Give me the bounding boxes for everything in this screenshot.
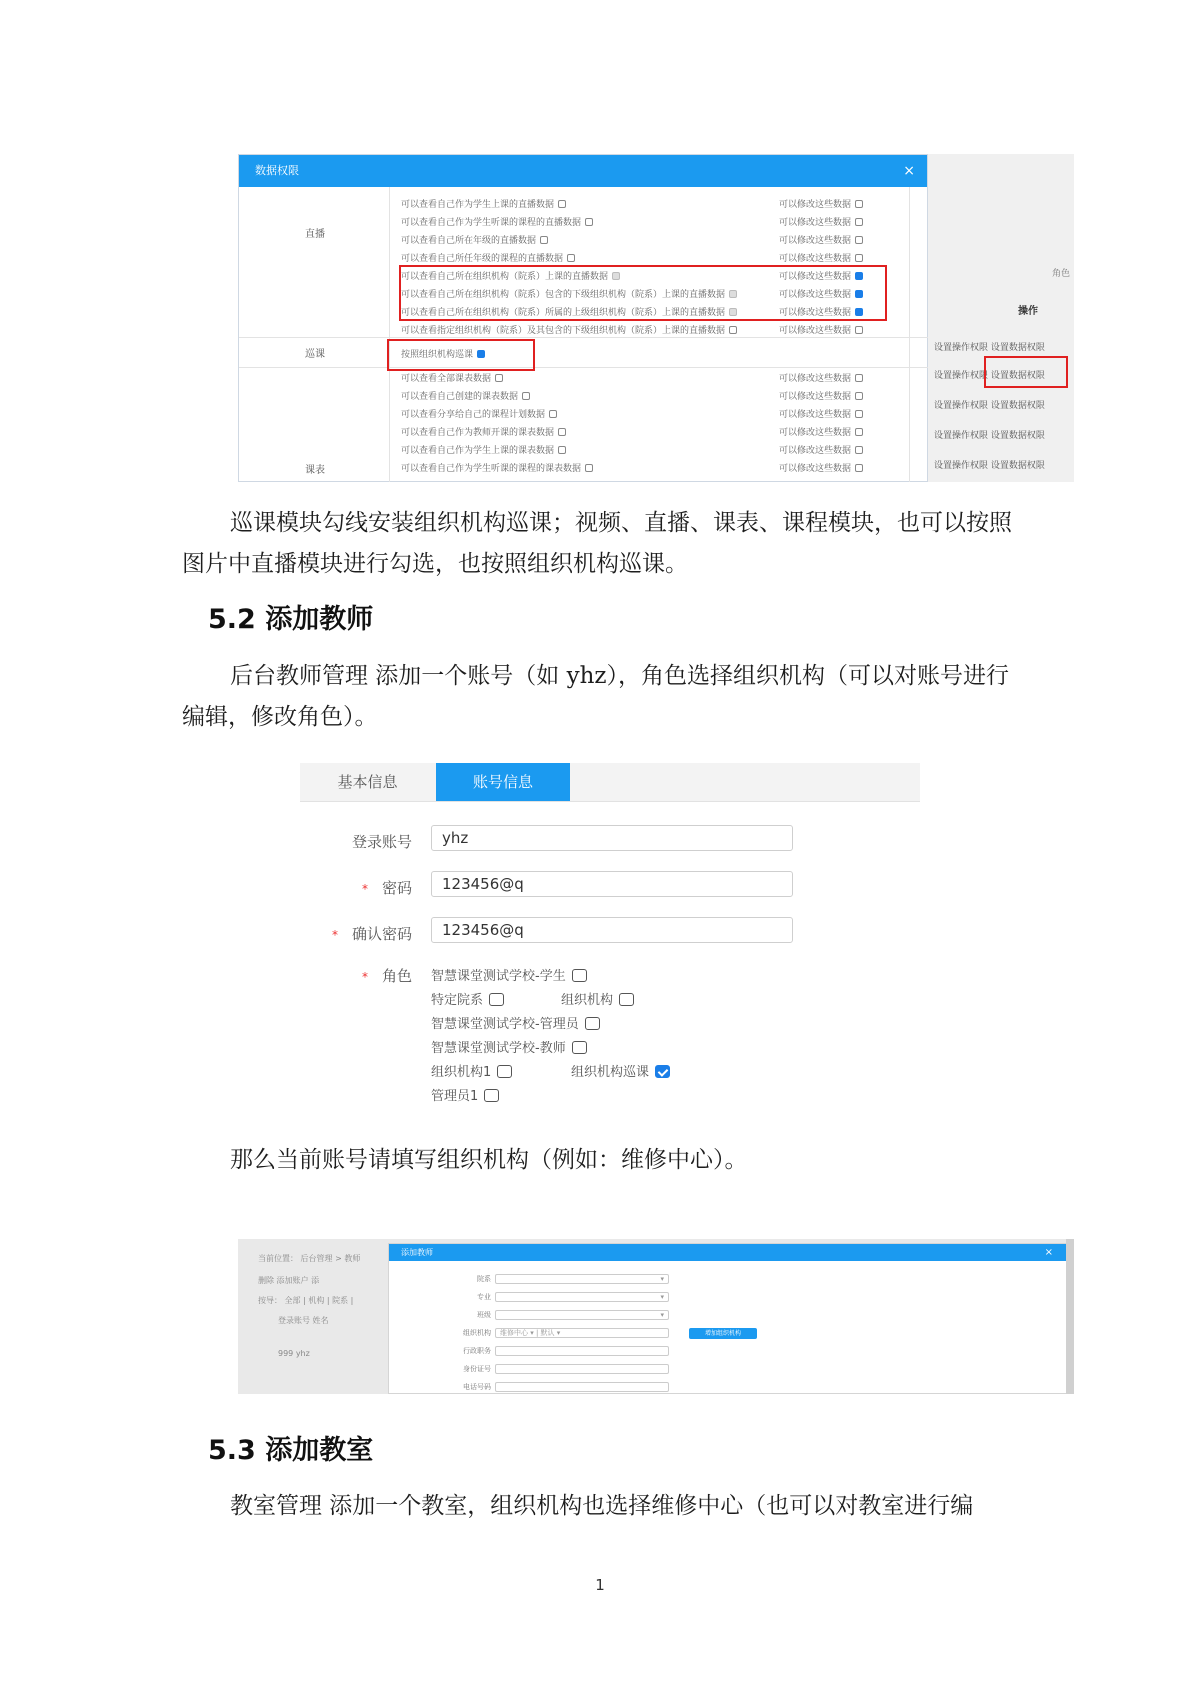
live-permission-row: 可以查看自己所任年级的课程的直播数据	[401, 251, 575, 264]
role-option[interactable]: 特定院系	[431, 989, 504, 1008]
tab-basic-info[interactable]: 基本信息	[337, 773, 398, 791]
modify-checkbox[interactable]	[855, 236, 863, 244]
add-org-button[interactable]: 增加组织机构	[689, 1328, 757, 1339]
schedule-permission-row: 可以查看自己作为教师开课的课表数据	[401, 425, 566, 438]
side-header: 操作	[1018, 306, 1038, 317]
category-schedule: 课表	[305, 465, 325, 476]
modify-permission: 可以修改这些数据	[779, 389, 863, 402]
modify-checkbox[interactable]	[855, 326, 863, 334]
role-option[interactable]: 组织机构1	[431, 1061, 512, 1080]
schedule-permission-row: 可以查看全部课表数据	[401, 371, 503, 384]
heading-add-classroom: 5.3 添加教室	[208, 1435, 374, 1466]
role-checkbox[interactable]	[585, 1017, 600, 1030]
live-permission-row: 可以查看自己所在年级的直播数据	[401, 233, 548, 246]
role-action-links[interactable]: 设置操作权限 设置数据权限	[934, 431, 1045, 441]
modify-checkbox[interactable]	[855, 374, 863, 382]
department-select[interactable]: ▾	[495, 1274, 669, 1284]
password-input[interactable]: 123456@q	[431, 871, 793, 897]
paragraph-org-fill: 那么当前账号请填写组织机构（例如：维修中心）。	[230, 1147, 748, 1173]
modify-permission: 可以修改这些数据	[779, 197, 863, 210]
confirm-password-input[interactable]: 123456@q	[431, 917, 793, 943]
tab-account-info[interactable]: 账号信息	[436, 763, 570, 801]
modify-checkbox[interactable]	[855, 428, 863, 436]
add-teacher-dialog	[388, 1243, 1068, 1394]
modify-permission: 可以修改这些数据	[779, 287, 863, 300]
modify-permission: 可以修改这些数据	[779, 233, 863, 246]
category-patrol: 巡课	[305, 349, 325, 360]
modify-permission: 可以修改这些数据	[779, 323, 863, 336]
modify-permission: 可以修改这些数据	[779, 305, 863, 318]
data-permission-screenshot	[238, 154, 1074, 482]
field-label: 身份证号	[463, 1365, 491, 1373]
account-info-screenshot	[300, 763, 920, 1108]
field-label: 电话号码	[463, 1383, 491, 1391]
bg-breadcrumb: 当前位置： 后台管理 > 教师	[258, 1254, 361, 1263]
bg-filter: 按导： 全部 | 机构 | 院系 |	[258, 1296, 354, 1305]
role-checkbox[interactable]	[655, 1065, 670, 1078]
divider	[239, 367, 929, 368]
dialog-title: 添加教师	[401, 1248, 433, 1257]
role-checkbox[interactable]	[497, 1065, 512, 1078]
modify-checkbox[interactable]	[855, 464, 863, 472]
permission-checkbox[interactable]	[558, 200, 566, 208]
modify-permission: 可以修改这些数据	[779, 215, 863, 228]
live-permission-row: 可以查看自己作为学生听课的课程的直播数据	[401, 215, 593, 228]
position-input[interactable]	[495, 1346, 669, 1356]
role-action-links[interactable]: 设置操作权限 设置数据权限	[934, 461, 1045, 471]
schedule-permission-row: 可以查看自己创建的课表数据	[401, 389, 530, 402]
paragraph-add-classroom: 教室管理 添加一个教室，组织机构也选择维修中心（也可以对教室进行编	[230, 1493, 974, 1519]
permission-checkbox[interactable]	[549, 410, 557, 418]
role-label: * 角色	[361, 967, 412, 985]
class-select[interactable]: ▾	[495, 1310, 669, 1320]
permission-checkbox[interactable]	[540, 236, 548, 244]
role-action-links[interactable]: 设置操作权限 设置数据权限	[934, 343, 1045, 353]
modify-permission: 可以修改这些数据	[779, 443, 863, 456]
role-option[interactable]: 智慧课堂测试学校-学生	[431, 965, 587, 984]
live-permission-row: 可以查看自己所在组织机构（院系）包含的下级组织机构（院系）上课的直播数据	[401, 287, 737, 300]
field-label: 行政职务	[463, 1347, 491, 1355]
confirm-password-label: * 确认密码	[331, 925, 412, 943]
data-permission-dialog	[238, 154, 928, 482]
heading-add-teacher: 5.2 添加教师	[208, 604, 374, 635]
phone-input[interactable]	[495, 1382, 669, 1392]
live-permission-row: 可以查看自己所在组织机构（院系）上课的直播数据	[401, 269, 620, 282]
password-label: * 密码	[361, 879, 412, 897]
modify-permission: 可以修改这些数据	[779, 269, 863, 282]
role-checkbox[interactable]	[572, 1041, 587, 1054]
role-option[interactable]: 组织机构	[561, 989, 634, 1008]
field-label: 组织机构	[463, 1329, 491, 1337]
modify-checkbox[interactable]	[855, 392, 863, 400]
permission-checkbox[interactable]	[729, 326, 737, 334]
field-label: 专业	[477, 1293, 491, 1301]
login-account-label: 登录账号	[351, 833, 412, 851]
modify-permission: 可以修改这些数据	[779, 461, 863, 474]
modify-permission: 可以修改这些数据	[779, 371, 863, 384]
modify-checkbox[interactable]	[855, 254, 863, 262]
dialog-header	[389, 1244, 1067, 1261]
permission-checkbox[interactable]	[585, 464, 593, 472]
modify-checkbox[interactable]	[855, 446, 863, 454]
role-checkbox[interactable]	[484, 1089, 499, 1102]
paragraph-patrol-note: 巡课模块勾线安装组织机构巡课；视频、直播、课表、课程模块，也可以按照图片中直播模块进行勾选，也按照组织机构巡课。	[182, 510, 1012, 577]
permission-checkbox[interactable]	[558, 428, 566, 436]
modify-permission: 可以修改这些数据	[779, 425, 863, 438]
live-permission-row: 可以查看自己所在组织机构（院系）所属的上级组织机构（院系）上课的直播数据	[401, 305, 737, 318]
id-number-input[interactable]	[495, 1364, 669, 1374]
role-option[interactable]: 组织机构巡课	[571, 1061, 670, 1080]
modify-checkbox[interactable]	[855, 410, 863, 418]
permission-checkbox[interactable]	[558, 446, 566, 454]
close-icon[interactable]: ×	[903, 163, 915, 179]
tab-bar	[300, 763, 920, 802]
dialog-title: 数据权限	[255, 164, 299, 177]
live-permission-row: 可以查看自己作为学生上课的直播数据	[401, 197, 566, 210]
divider	[239, 337, 929, 338]
highlight-box	[984, 356, 1068, 388]
role-option[interactable]: 智慧课堂测试学校-管理员	[431, 1013, 600, 1032]
permission-checkbox[interactable]	[495, 374, 503, 382]
close-icon[interactable]: ×	[1044, 1247, 1053, 1258]
modify-checkbox[interactable]	[855, 218, 863, 226]
modify-checkbox[interactable]	[855, 200, 863, 208]
role-option[interactable]: 智慧课堂测试学校-教师	[431, 1037, 587, 1056]
add-teacher-screenshot	[238, 1239, 1074, 1394]
field-label: 班级	[477, 1311, 491, 1319]
bg-row: 999 yhz	[278, 1349, 310, 1358]
modify-permission: 可以修改这些数据	[779, 251, 863, 264]
schedule-permission-row: 可以查看自己作为学生上课的课表数据	[401, 443, 566, 456]
login-account-input[interactable]: yhz	[431, 825, 793, 851]
role-checkbox[interactable]	[489, 993, 504, 1006]
org-select[interactable]: 维修中心 ▾ | 默认 ▾	[495, 1328, 669, 1338]
role-option[interactable]: 管理员1	[431, 1085, 499, 1104]
modify-permission: 可以修改这些数据	[779, 407, 863, 420]
divider	[909, 187, 910, 482]
dialog-header	[239, 155, 927, 187]
divider	[389, 187, 390, 482]
page-number: 1	[595, 1576, 605, 1594]
highlight-box	[387, 339, 535, 371]
permission-checkbox[interactable]	[567, 254, 575, 262]
bg-columns: 登录账号 姓名	[278, 1316, 329, 1325]
permission-checkbox[interactable]	[522, 392, 530, 400]
scrollbar[interactable]	[1066, 1239, 1074, 1394]
patrol-permission-row: 按照组织机构巡课	[401, 347, 485, 360]
major-select[interactable]: ▾	[495, 1292, 669, 1302]
schedule-permission-row: 可以查看分享给自己的课程计划数据	[401, 407, 557, 420]
role-checkbox[interactable]	[572, 969, 587, 982]
role-action-links[interactable]: 设置操作权限 设置数据权限	[934, 401, 1045, 411]
permission-checkbox[interactable]	[585, 218, 593, 226]
role-checkbox[interactable]	[619, 993, 634, 1006]
role-actions-panel	[928, 154, 1074, 482]
highlight-box	[399, 265, 887, 321]
category-live: 直播	[305, 229, 325, 240]
paragraph-add-teacher: 后台教师管理 添加一个账号（如 yhz），角色选择组织机构（可以对账号进行编辑，修改角色）。	[182, 663, 1010, 730]
field-label: 院系	[477, 1275, 491, 1283]
live-permission-row: 可以查看指定组织机构（院系）及其包含的下级组织机构（院系）上课的直播数据	[401, 323, 737, 336]
schedule-permission-row: 可以查看自己作为学生听课的课程的课表数据	[401, 461, 593, 474]
role-action-links[interactable]: 设置操作权限 设置数据权限	[934, 371, 1045, 381]
side-cut-label: 角色	[1051, 269, 1070, 279]
bg-buttons: 删除 添加账户 添	[258, 1276, 320, 1285]
